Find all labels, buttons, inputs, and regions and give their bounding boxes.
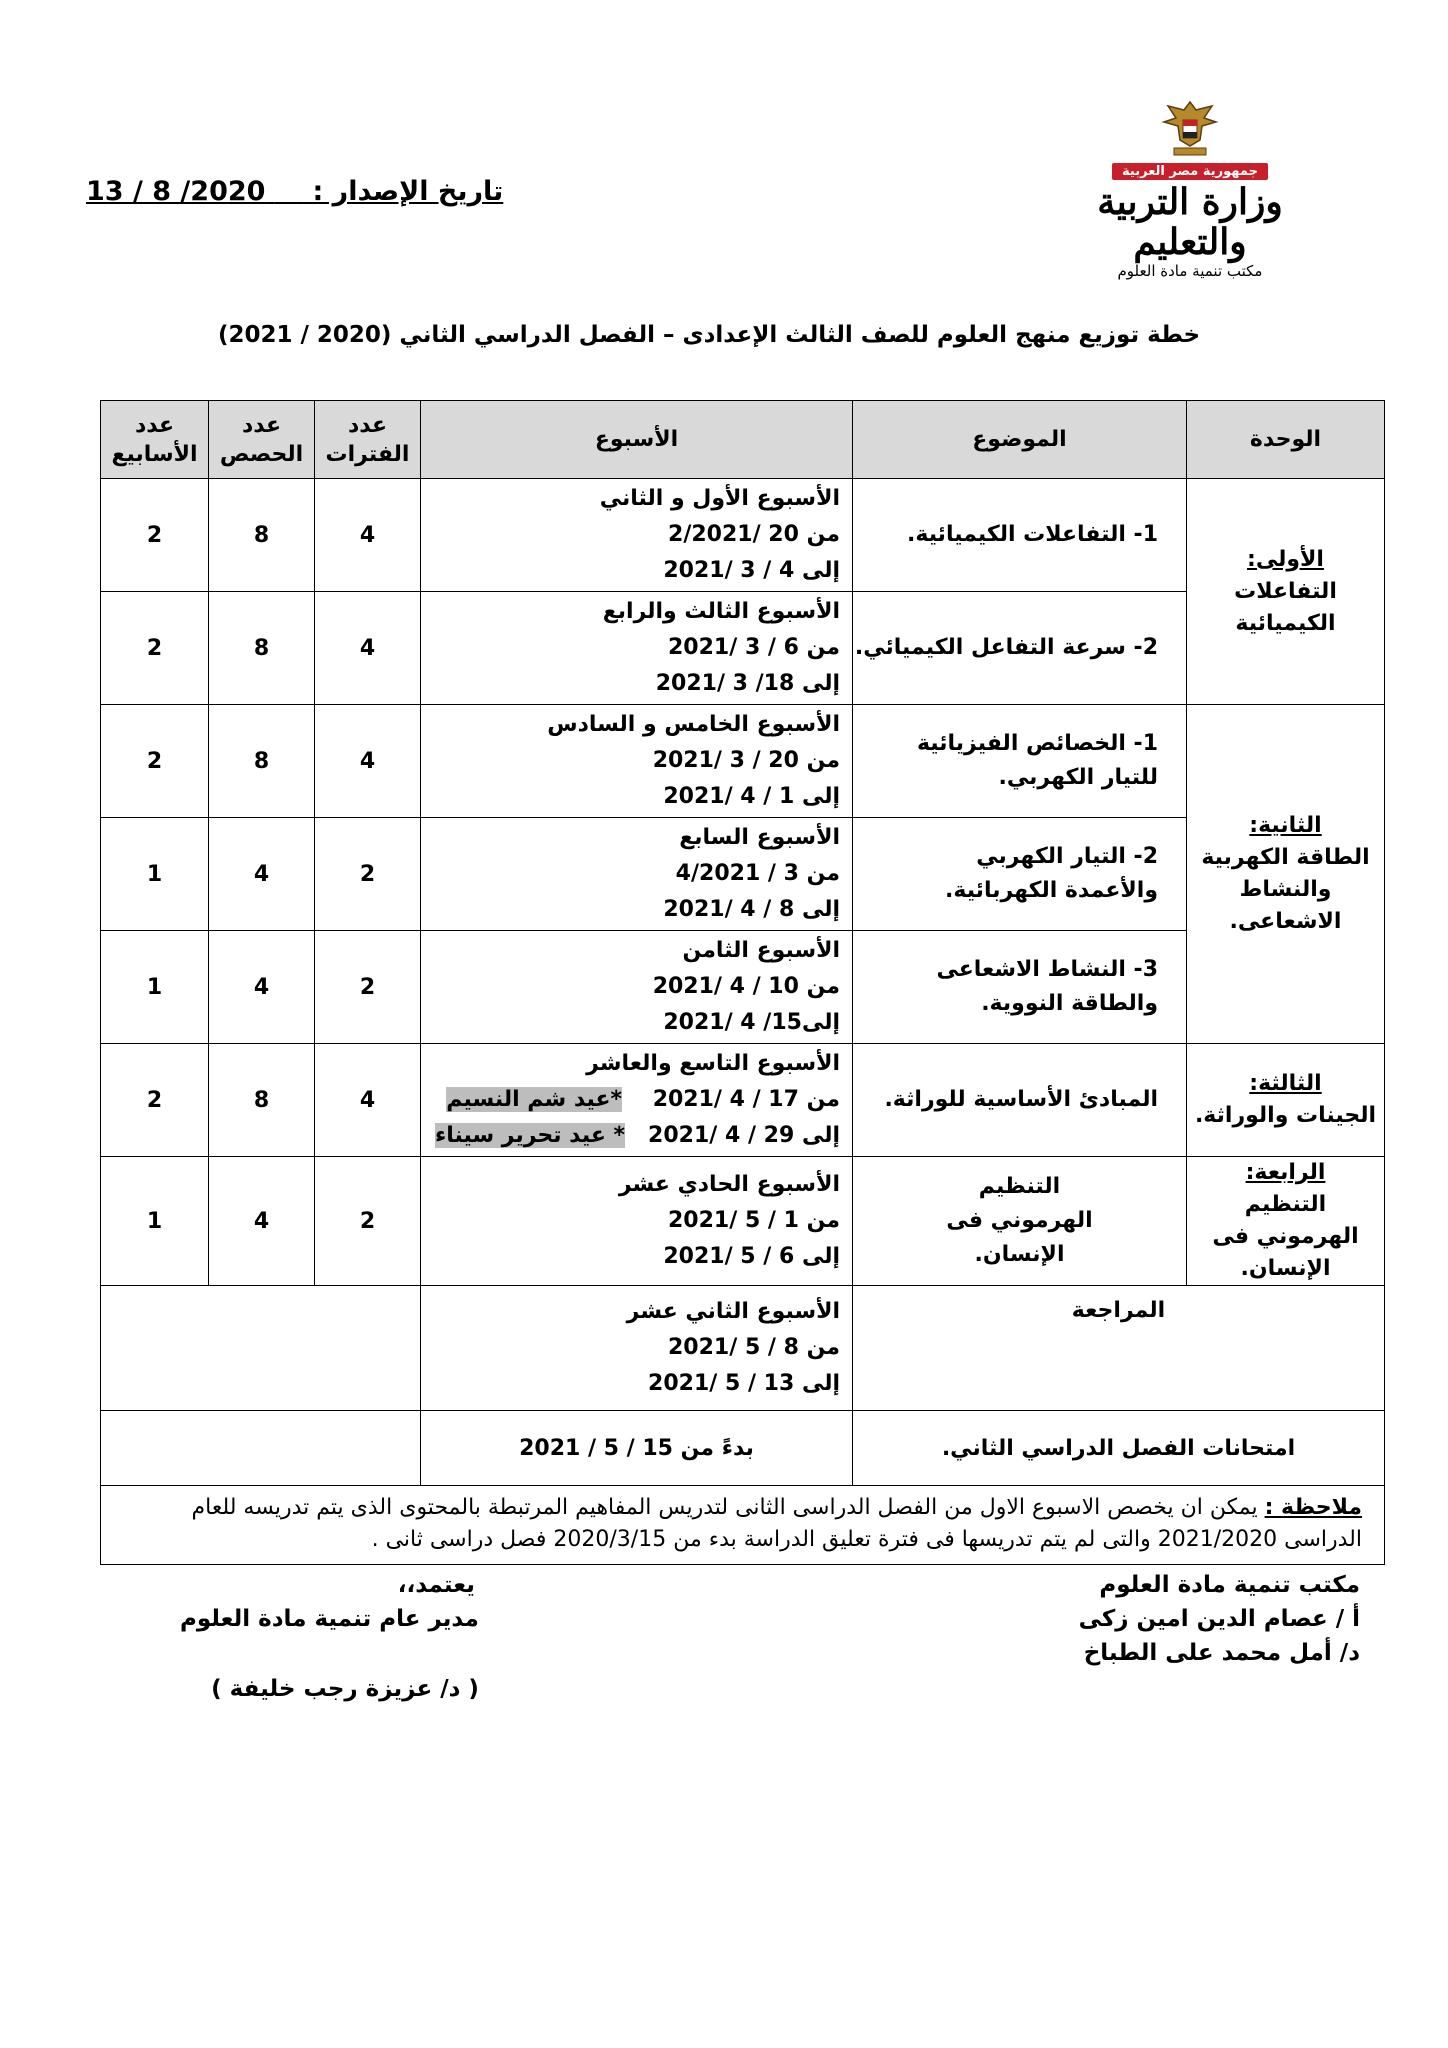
classes-cell: 4	[209, 931, 315, 1044]
week-cell	[421, 931, 853, 1044]
header-topic: الموضوع	[853, 401, 1187, 479]
issue-date-line	[86, 176, 503, 207]
ministry-logo	[1060, 96, 1320, 280]
week-label: الأسبوع الخامس و السادس	[547, 712, 840, 737]
unit-1-name: التفاعلات الكيميائية	[1234, 578, 1337, 636]
topic-cell: 2- التيار الكهربي والأعمدة الكهربائية.	[853, 818, 1187, 931]
table-row	[101, 479, 1385, 592]
signature-left-line1: يعتمد،،	[397, 1572, 475, 1598]
office-name: مكتب تنمية مادة العلوم	[1117, 262, 1263, 280]
periods-cell: 2	[315, 931, 421, 1044]
week-cell	[421, 705, 853, 818]
signature-right-line3: د/ أمل محمد على الطباخ	[1083, 1640, 1360, 1666]
week-label: الأسبوع الحادي عشر	[618, 1172, 840, 1197]
periods-cell: 4	[315, 479, 421, 592]
week-label: الأسبوع الأول و الثاني	[599, 486, 840, 511]
weeks-cell: 1	[101, 1157, 209, 1286]
week-to: إلى 4 / 3 /2021	[663, 558, 840, 583]
week-label: الأسبوع التاسع والعاشر	[586, 1051, 840, 1076]
signature-left	[180, 1568, 479, 1706]
empty-cell	[101, 1286, 421, 1411]
week-label: الأسبوع الثاني عشر	[626, 1299, 840, 1324]
periods-cell: 4	[315, 1044, 421, 1157]
table-header-row	[101, 401, 1385, 479]
week-to: إلى 1 / 4 /2021	[663, 784, 840, 809]
table-row	[101, 1157, 1385, 1286]
unit-1-title: الأولى:	[1247, 546, 1324, 572]
week-label: الأسبوع الثالث والرابع	[602, 599, 840, 624]
week-to: إلى 13 / 5 /2021	[648, 1371, 840, 1396]
week-cell	[421, 592, 853, 705]
signature-right-line2: أ / عصام الدين امين زكى	[1078, 1606, 1360, 1632]
eagle-emblem-icon	[1160, 96, 1220, 160]
week-label: الأسبوع الثامن	[682, 938, 840, 963]
classes-cell: 4	[209, 1157, 315, 1286]
topic-cell: 1- التفاعلات الكيميائية.	[853, 479, 1187, 592]
classes-cell: 4	[209, 818, 315, 931]
week-cell	[421, 479, 853, 592]
table-row	[101, 1044, 1385, 1157]
week-from: من 20 /2/2021	[668, 522, 840, 547]
document-title: خطة توزيع منهج العلوم للصف الثالث الإعدادى – الفصل الدراسي الثاني (2020 / 2021)	[217, 322, 1201, 348]
table-row	[101, 705, 1385, 818]
topic-cell: 2- سرعة التفاعل الكيميائي.	[853, 592, 1187, 705]
curriculum-plan-table	[100, 400, 1385, 1565]
weeks-cell: 2	[101, 1044, 209, 1157]
topic-text: التنظيم الهرموني فى الإنسان.	[946, 1174, 1093, 1267]
holiday-note: *عيد شم النسيم	[446, 1087, 623, 1112]
signature-right-line1: مكتب تنمية مادة العلوم	[1099, 1572, 1360, 1598]
week-to: إلى 8 / 4 /2021	[663, 897, 840, 922]
week-from: من 6 / 3 /2021	[668, 635, 840, 660]
exams-row	[101, 1411, 1385, 1486]
classes-cell: 8	[209, 1044, 315, 1157]
periods-cell: 2	[315, 818, 421, 931]
signature-left-line3: ( د/ عزيزة رجب خليفة )	[211, 1676, 479, 1702]
week-cell	[421, 1286, 853, 1411]
empty-cell	[101, 1411, 421, 1486]
unit-4-cell	[1187, 1157, 1385, 1286]
topic-cell: 1- الخصائص الفيزيائية للتيار الكهربي.	[853, 705, 1187, 818]
classes-cell: 8	[209, 479, 315, 592]
exams-start-cell: بدءً من 15 / 5 / 2021	[421, 1411, 853, 1486]
periods-cell: 4	[315, 592, 421, 705]
review-row	[101, 1286, 1385, 1411]
week-to: إلى 18/ 3 /2021	[655, 671, 840, 696]
week-cell	[421, 1044, 853, 1157]
topic-cell: 3- النشاط الاشعاعى والطاقة النووية.	[853, 931, 1187, 1044]
unit-3-cell	[1187, 1044, 1385, 1157]
week-from-line	[421, 1082, 840, 1118]
week-to-line	[421, 1118, 840, 1154]
header-periods: عدد الفترات	[315, 401, 421, 479]
header-unit: الوحدة	[1187, 401, 1385, 479]
issue-date: 13 / 8 /2020	[86, 176, 266, 207]
week-from: من 1 / 5 /2021	[668, 1208, 840, 1233]
topic-cell: المبادئ الأساسية للوراثة.	[853, 1044, 1187, 1157]
week-cell	[421, 1157, 853, 1286]
week-label: الأسبوع السابع	[679, 825, 840, 850]
weeks-cell: 2	[101, 479, 209, 592]
week-to: إلى 6 / 5 /2021	[663, 1244, 840, 1269]
note-label: ملاحظة :	[1264, 1495, 1362, 1520]
note-text: يمكن ان يخصص الاسبوع الاول من الفصل الدراسى الثانى لتدريس المفاهيم المرتبطة بالمحتوى الذى يتم تدريسه للعام الدراسى 2021/2020 والتى لم يتم تدريسها فى فترة تعليق الدراسة بدء من 2020/3/15 فصل دراسى ثانى .	[191, 1495, 1362, 1552]
holiday-note: * عيد تحرير سيناء	[435, 1123, 626, 1148]
unit-2-cell	[1187, 705, 1385, 1044]
note-cell	[101, 1486, 1385, 1565]
topic-cell	[853, 1157, 1187, 1286]
signature-right	[1079, 1568, 1360, 1670]
classes-cell: 8	[209, 705, 315, 818]
week-to: إلى 29 / 4 /2021	[648, 1123, 840, 1148]
signature-left-line2: مدير عام تنمية مادة العلوم	[180, 1606, 479, 1632]
week-from: من 17 / 4 /2021	[652, 1087, 840, 1112]
ministry-name: وزارة التربية والتعليم	[1097, 181, 1283, 263]
periods-cell: 2	[315, 1157, 421, 1286]
header-classes: عدد الحصص	[209, 401, 315, 479]
unit-4-name: التنظيم الهرموني فى الإنسان.	[1212, 1192, 1359, 1281]
classes-cell: 8	[209, 592, 315, 705]
header-weeks: عدد الأسابيع	[101, 401, 209, 479]
week-to: إلى15/ 4 /2021	[663, 1010, 840, 1035]
week-from: من 8 / 5 /2021	[668, 1335, 840, 1360]
header-week: الأسبوع	[421, 401, 853, 479]
republic-label: جمهورية مصر العربية	[1112, 163, 1268, 180]
week-from: من 3 / 4/2021	[675, 861, 840, 886]
unit-2-name: الطاقة الكهربية والنشاط الاشعاعى.	[1201, 845, 1370, 934]
week-cell	[421, 818, 853, 931]
note-row	[101, 1486, 1385, 1565]
weeks-cell: 1	[101, 931, 209, 1044]
weeks-cell: 2	[101, 705, 209, 818]
periods-cell: 4	[315, 705, 421, 818]
unit-4-title: الرابعة:	[1245, 1160, 1326, 1185]
issue-label: تاريخ الإصدار :	[312, 176, 504, 207]
week-from: من 20 / 3 /2021	[652, 748, 840, 773]
weeks-cell: 1	[101, 818, 209, 931]
unit-3-name: الجينات والوراثة.	[1194, 1103, 1377, 1128]
unit-1-cell	[1187, 479, 1385, 705]
week-from: من 10 / 4 /2021	[652, 974, 840, 999]
unit-3-title: الثالثة:	[1249, 1071, 1322, 1096]
review-cell: المراجعة	[853, 1286, 1385, 1411]
exams-cell: امتحانات الفصل الدراسي الثاني.	[853, 1411, 1385, 1486]
weeks-cell: 2	[101, 592, 209, 705]
unit-2-title: الثانية:	[1249, 813, 1322, 838]
